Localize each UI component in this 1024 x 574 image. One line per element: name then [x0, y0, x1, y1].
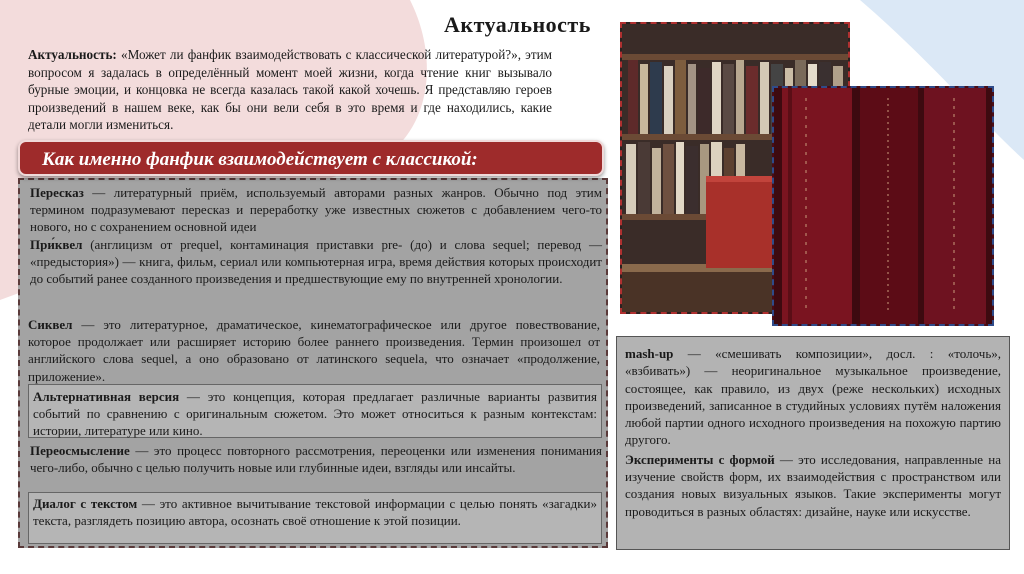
intro-term: Актуальность: — [28, 47, 117, 62]
definition-term: Альтернативная версия — [33, 389, 180, 404]
definition-text: — это процесс повторного рассмотрения, переоценки или изменения понимания чего-либо, обычно с целью получить новые или глубинные идеи, взгляды или инсайты. — [30, 443, 602, 476]
definition-text: — «смешивать композиции», досл. : «толочь», «взбивать») — неоригинальное музыкальное произведение, состоящее, как правило, из двух (реже нескольких) исходных произведений, записанное в студийных условиях путём наложения любой партии одного исходного произведения на похожую партию другого. — [625, 346, 1001, 448]
definition-text: (англицизм от prequel, контаминация приставки pre- (до) и слова sequel; перевод — «предыстория») — книга, фильм, сериал или компьютерная игра, время действия которых происходит до событий ранее созданного произведения и предшествующие ему по внутренней хронологии. — [30, 237, 602, 287]
definition-sequel — [28, 316, 600, 385]
definition-retelling — [30, 184, 602, 236]
book-spines-illustration — [774, 88, 992, 324]
definition-term: Переосмысление — [30, 443, 130, 458]
definition-text: — это активное вычитывание текстовой информации с целью понять «загадки» текста, разглядеть позицию автора, осознать своё отношение к этой позиции. — [33, 496, 597, 529]
definition-text: — это концепция, которая предлагает различные варианты развития событий по сравнению с оригинальным сюжетом. Это может относиться к разным контекстам: истории, литературе или кино. — [33, 389, 597, 439]
page-title: Актуальность — [444, 12, 591, 37]
red-book-spines-photo — [772, 86, 994, 326]
definition-rethinking — [30, 442, 602, 476]
definition-term: Диалог с текстом — [33, 496, 138, 511]
definition-mashup — [625, 345, 1001, 449]
definition-dialogue — [28, 492, 602, 544]
definition-alternative — [28, 384, 602, 438]
definition-text: — это литературное, драматическое, кинематографическое или другое повествование, которое продолжает или расширяет историю более раннего произведения. Термин произошел от английского слова sequel, а оно образовано от латинского sequela, что означает «продолжение, приложение». — [28, 317, 600, 384]
definition-term: Сиквел — [28, 317, 73, 332]
section-banner: Как именно фанфик взаимодействует с классикой: — [18, 140, 604, 176]
definition-term: Пересказ — [30, 185, 84, 200]
definition-term: mash-up — [625, 346, 674, 361]
definition-term: При́квел — [30, 237, 83, 252]
definition-experiments — [625, 451, 1001, 520]
definition-text: — литературный приём, используемый авторами разных жанров. Обычно под этим термином подразумевают пересказ и переработку уже известных сюжетов с добавлением чего-то нового, но с сохранением основной идеи — [30, 185, 602, 235]
definitions-panel — [18, 178, 608, 548]
right-definitions-panel — [616, 336, 1010, 550]
intro-text: «Может ли фанфик взаимодействовать с классической литературой?», этим вопросом я задалась в определённый момент моей жизни, когда чтение книг вызывало бурные эмоции, и концовка не всегда казалась такой какой хочешь. Я представляю героев произведений в нашем веке, как бы они вели себя в это время и где находились, какие детали могли измениться. — [28, 47, 552, 133]
definition-text: — это исследования, направленные на изучение свойств форм, их взаимодействия с пространством или создания новых визуальных языков. Такие эксперименты могут проводиться в разных областях: дизайне, науке или искусстве. — [625, 451, 1001, 519]
intro-paragraph — [28, 46, 552, 134]
definition-term: Эксперименты с формой — [625, 451, 775, 467]
definition-prequel — [30, 236, 602, 288]
